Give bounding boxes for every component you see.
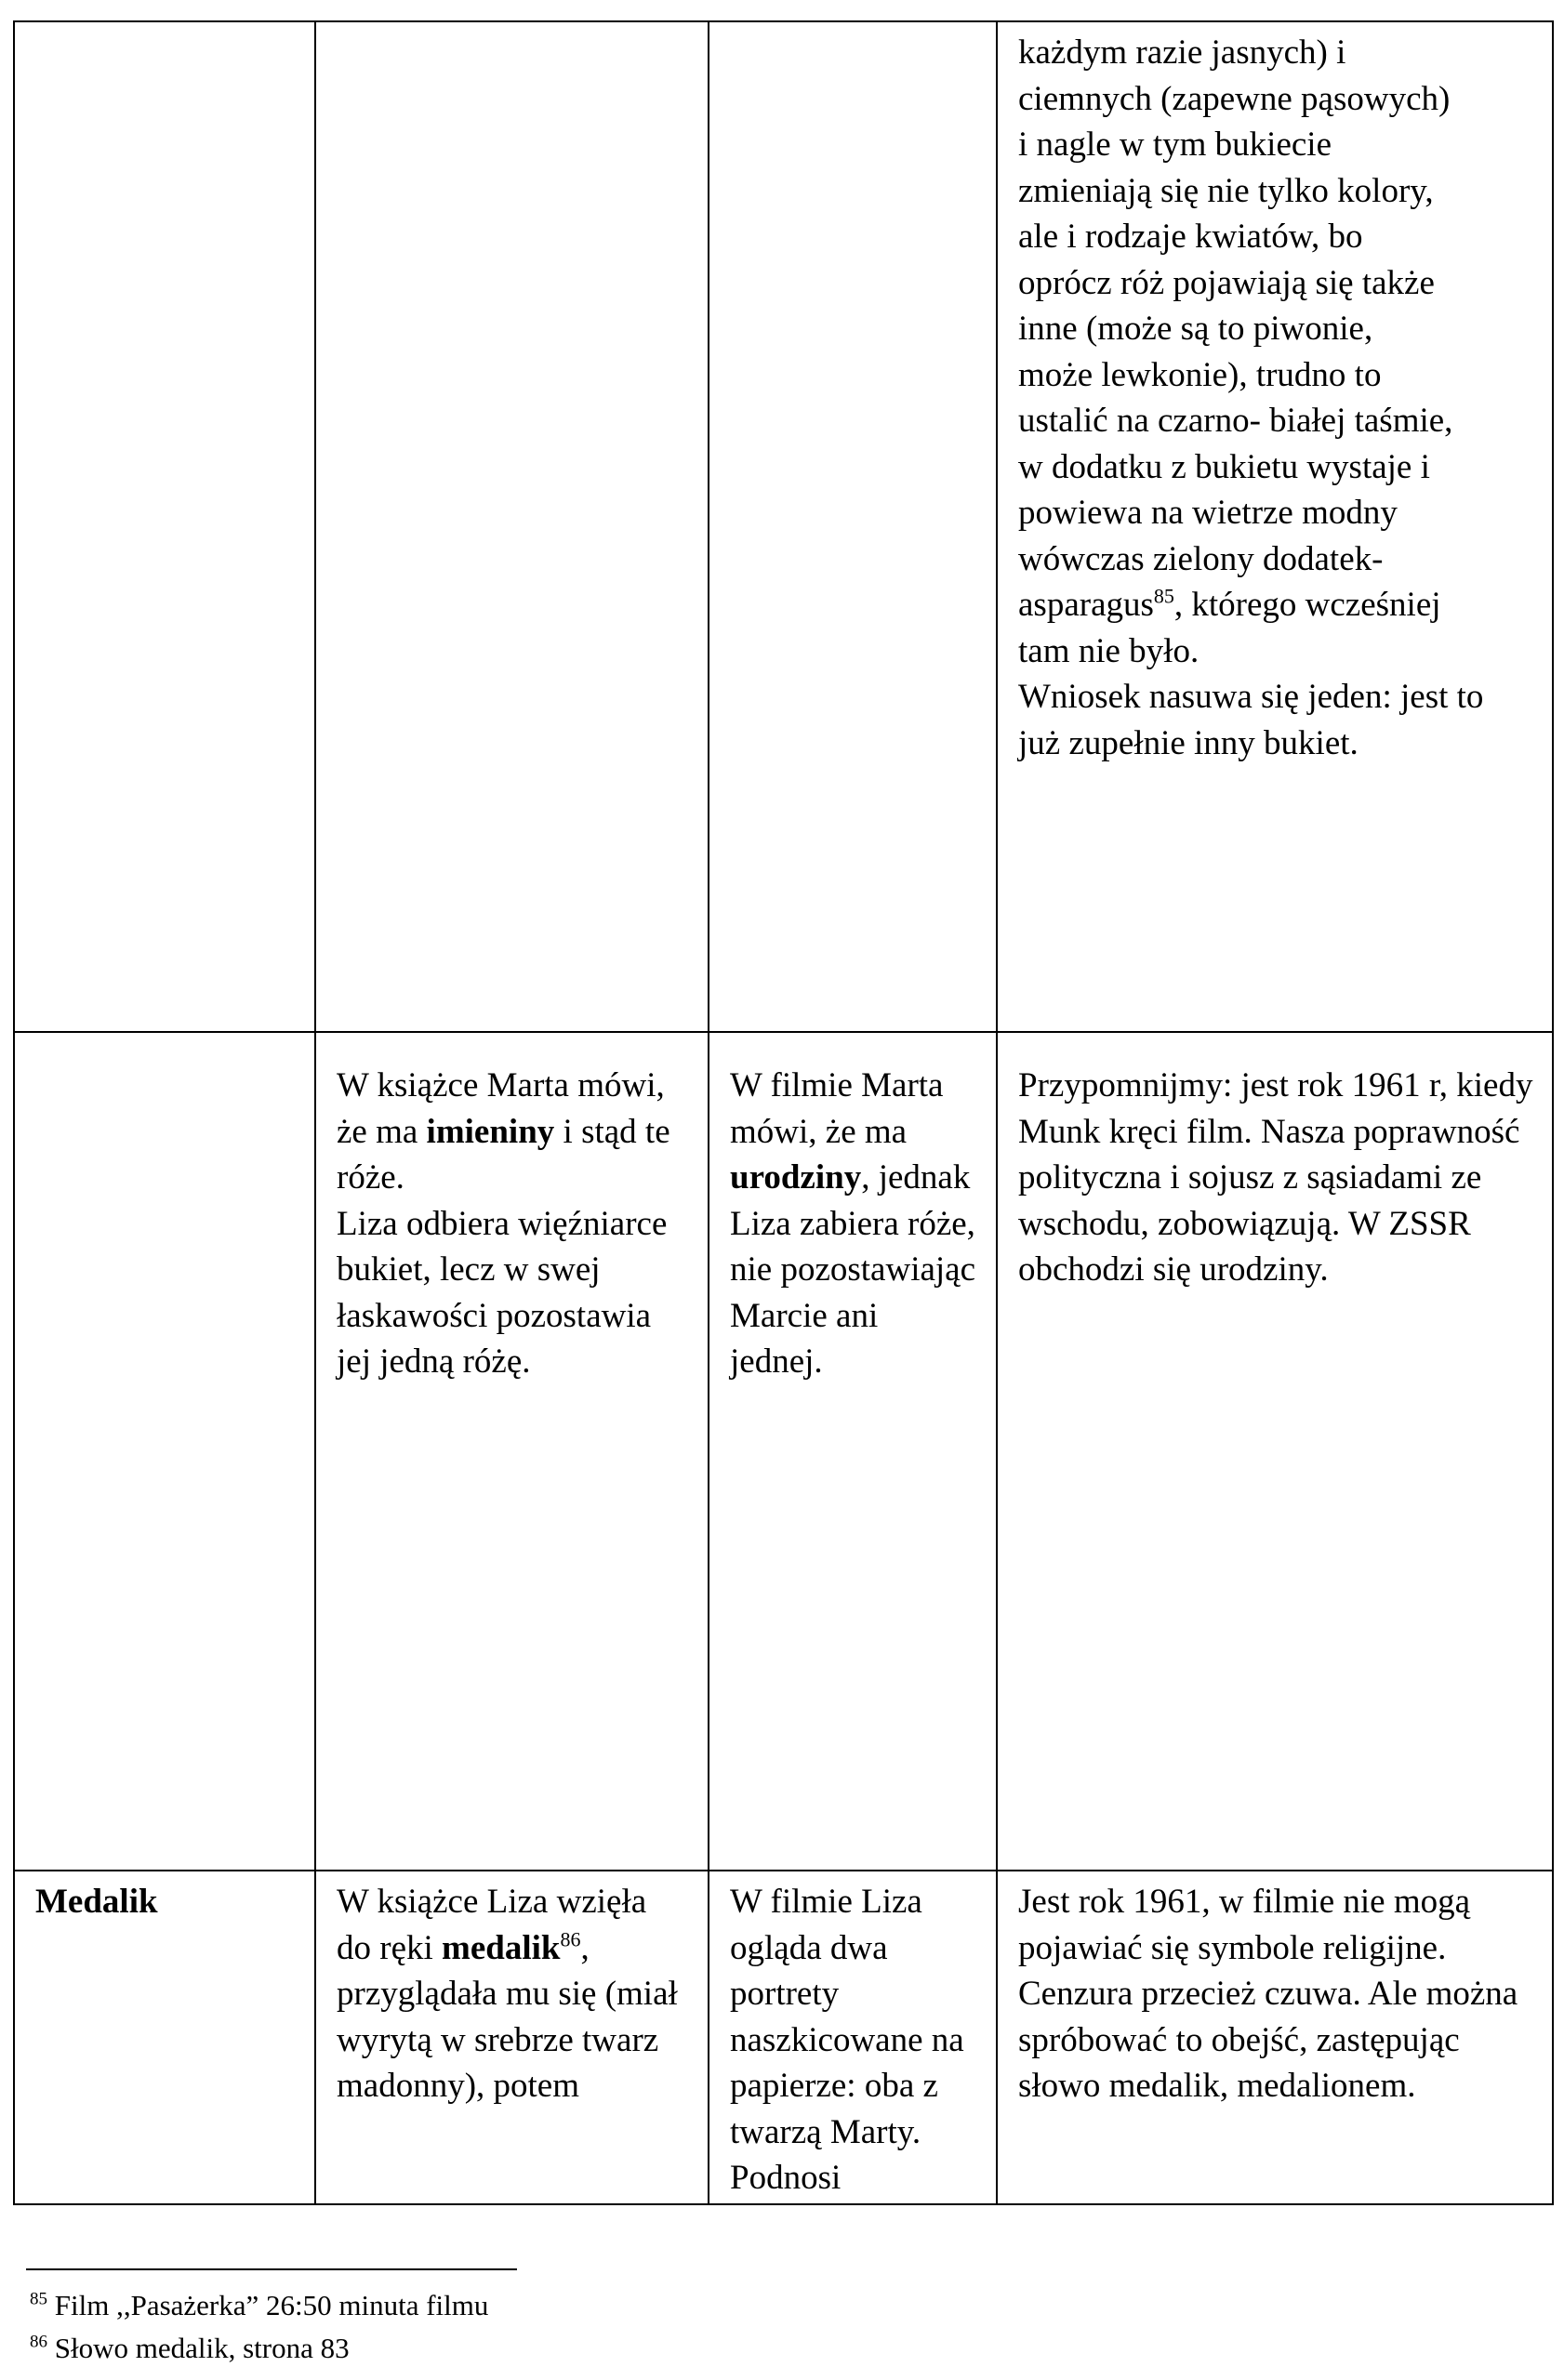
cell-book [315,1032,709,1871]
text-line [1018,582,1533,628]
cell-topic [14,1032,315,1871]
bold-term-imieniny: imieniny [426,1112,555,1151]
text-line: wówczas zielony dodatek- [1018,539,1384,578]
cell-film [709,21,997,1032]
text-line: inne (może są to piwonie, [1018,310,1373,348]
text-line: może lewkonie), trudno to [1018,355,1382,394]
text-after-ref: , którego wcześniej [1173,586,1441,624]
table-row [14,21,1553,1032]
bold-term-medalik: medalik [442,1928,561,1967]
comment-text: Przypomnijmy: jest rok 1961 r, kiedy Munk kręci film. Nasza poprawność polityczna i sojusz z sąsiadami ze wschodu, zobowiązują. W ZSSR obchodzi się urodziny. [1018,1066,1533,1289]
cell-book [315,1871,709,2204]
film-text: W filmie Marta mówi, że ma urodziny, jednak Liza zabiera róże, nie pozostawiając Marcie ani jednej. [730,1066,976,1381]
text-line: powiewa na wietrze modny [1018,494,1398,532]
cell-comment [997,21,1553,1032]
table-row [14,1032,1553,1871]
conclusion-text: Wniosek nasuwa się jeden: jest to już zupełnie inny bukiet. [1018,678,1484,762]
cell-book [315,21,709,1032]
cell-topic [14,21,315,1032]
book-text-2: Liza odbiera więźniarce bukiet, lecz w swej łaskawości pozostawia jej jedną różę. [337,1204,668,1381]
footnote-ref-85: 85 [1153,584,1174,608]
film-text: W filmie Liza ogląda dwa portrety naszkicowane na papierze: oba z twarzą Marty. Podnosi [730,1883,964,2197]
text-line: w dodatku z bukietu wystaje i [1018,447,1430,486]
cell-comment [997,1032,1553,1871]
footnotes [30,2284,488,2370]
book-text: W książce Liza wzięła do ręki medalik$^{86}$, przyglądała mu się (miał wyrytą w srebrze twarz madonny), potem [337,1883,678,2105]
comparison-table [13,20,1554,2205]
cell-comment [997,1871,1553,2204]
text-line: ciemnych (zapewne pąsowych) [1018,79,1451,118]
book-text: W książce Marta mówi, że ma imieniny i stąd te róże. [337,1066,670,1197]
text-line: oprócz róż pojawiają się także [1018,263,1435,302]
footnote-85: $^{85}$ Film ,,Pasażerka” 26:50 minuta filmu [30,2289,489,2321]
text-line: zmieniają się nie tylko kolory, [1018,171,1434,210]
footnote-separator [26,2268,517,2270]
bold-term-urodziny: urodziny [730,1158,862,1197]
table-row [14,1871,1553,2204]
cell-topic [14,1871,315,2204]
topic-label: Medalik [35,1883,158,1921]
text-line: ale i rodzaje kwiatów, bo [1018,218,1363,256]
cell-film [709,1871,997,2204]
asparagus-word: asparagus [1018,586,1154,624]
text-line: tam nie było. [1018,631,1200,670]
footnote-86: $^{86}$ Słowo medalik, strona 83 [30,2332,350,2364]
text-line: i nagle w tym bukiecie [1018,126,1332,164]
comment-text: Jest rok 1961, w filmie nie mogą pojawiać się symbole religijne. Cenzura przecież czuwa. Ale można spróbować to obejść, zastępując słowo medalik, medalionem. [1018,1883,1518,2105]
text-line: ustalić na czarno- białej taśmie, [1018,402,1453,440]
text-line: każdym razie jasnych) i [1018,33,1346,72]
cell-film [709,1032,997,1871]
footnote-ref-86: 86 [560,1927,581,1951]
